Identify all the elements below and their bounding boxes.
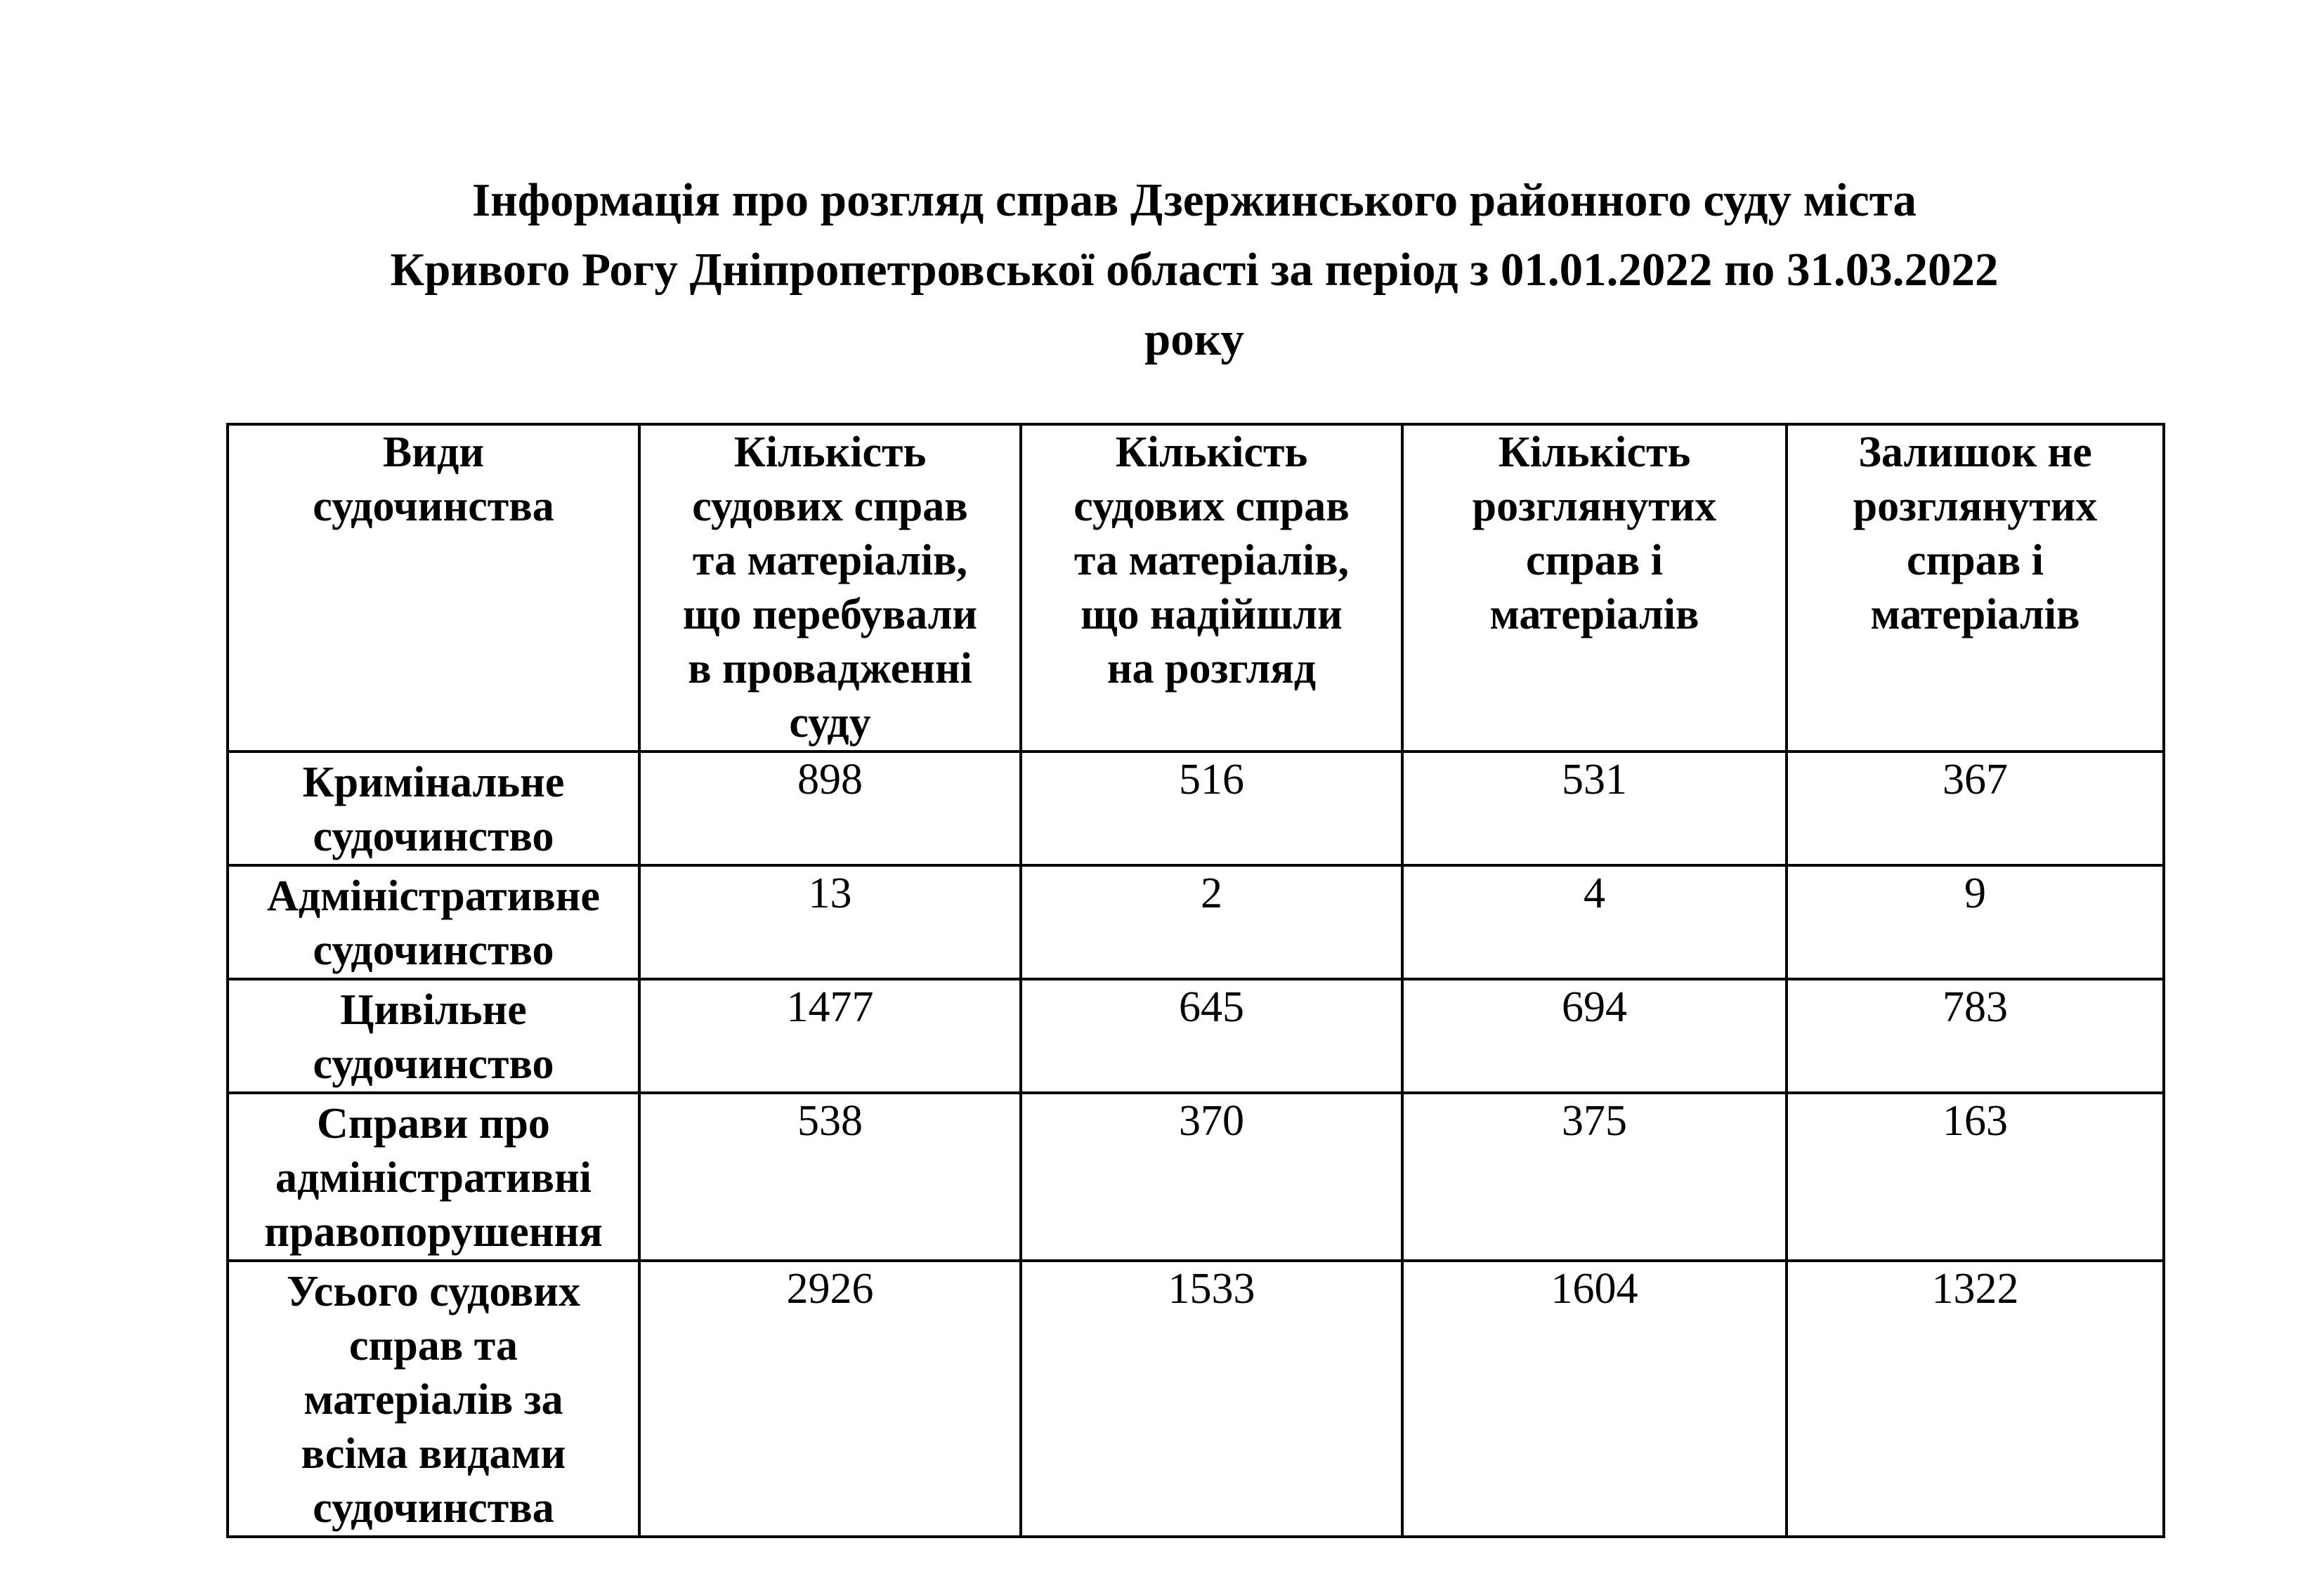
header-line: матеріалів: [1870, 591, 2080, 638]
cell-value: 367: [1787, 752, 2164, 865]
cell-value: 645: [1021, 979, 1402, 1093]
title-line-2: Кривого Рогу Дніпропетровської області за період з 01.01.2022 по 31.03.2022: [390, 244, 1999, 296]
row-label-offenses: [228, 1093, 639, 1261]
header-line: матеріалів: [1489, 591, 1699, 638]
cell-value: 2: [1021, 865, 1402, 979]
table-row-total: [228, 1261, 2164, 1537]
cell-value: 538: [639, 1093, 1021, 1261]
header-line: справ і: [1907, 537, 2044, 584]
header-line: та матеріалів,: [1073, 537, 1350, 584]
row-label-line: адміністративні: [275, 1154, 592, 1202]
cell-value: 1604: [1402, 1261, 1787, 1537]
header-line: що перебували: [682, 591, 978, 638]
cell-value: 163: [1787, 1093, 2164, 1261]
header-line: Кількість: [1115, 428, 1308, 476]
document-title: [211, 166, 2178, 374]
header-line: що надійшли: [1081, 591, 1343, 638]
cell-value: 783: [1787, 979, 2164, 1093]
cell-value: 1533: [1021, 1261, 1402, 1537]
row-label-line: всіма видами: [301, 1430, 566, 1478]
header-line: та матеріалів,: [692, 537, 968, 584]
cell-value: 9: [1787, 865, 2164, 979]
row-label-line: Цивільне: [340, 986, 527, 1034]
header-line: судочинства: [313, 483, 554, 530]
title-line-3: року: [1144, 313, 1244, 365]
table-row: [228, 979, 2164, 1093]
header-line: Залишок не: [1858, 428, 2092, 476]
row-label-line: судочинство: [313, 1040, 554, 1088]
cell-value: 375: [1402, 1093, 1787, 1261]
header-line: розглянутих: [1853, 483, 2098, 530]
cases-table: [226, 423, 2165, 1538]
header-remaining-cases: [1787, 424, 2164, 752]
table-header-row: [228, 424, 2164, 752]
cell-value: 1322: [1787, 1261, 2164, 1537]
header-line: розглянутих: [1472, 483, 1717, 530]
cell-value: 531: [1402, 752, 1787, 865]
cell-value: 370: [1021, 1093, 1402, 1261]
row-label-line: справ та: [349, 1322, 518, 1370]
header-line: Кількість: [1498, 428, 1691, 476]
row-label-line: Усього судових: [286, 1268, 581, 1316]
cell-value: 694: [1402, 979, 1787, 1093]
header-received-cases: [1021, 424, 1402, 752]
header-line: Кількість: [733, 428, 927, 476]
row-label-line: судочинство: [313, 813, 554, 860]
title-line-1: Інформація про розгляд справ Дзержинського районного суду міста: [472, 174, 1917, 226]
header-line: суду: [789, 699, 871, 747]
row-label-criminal: [228, 752, 639, 865]
header-reviewed-cases: [1402, 424, 1787, 752]
header-pending-cases: [639, 424, 1021, 752]
header-line: судових справ: [1073, 483, 1350, 530]
table-row: [228, 1093, 2164, 1261]
row-label-line: матеріалів за: [303, 1376, 563, 1424]
header-line: на розгляд: [1106, 645, 1317, 693]
header-line: в провадженні: [688, 645, 972, 693]
header-line: справ і: [1526, 537, 1663, 584]
row-label-line: Кримінальне: [302, 759, 565, 806]
cell-value: 13: [639, 865, 1021, 979]
row-label-line: Справи про: [317, 1100, 550, 1148]
cell-value: 2926: [639, 1261, 1021, 1537]
cell-value: 1477: [639, 979, 1021, 1093]
cell-value: 4: [1402, 865, 1787, 979]
cell-value: 516: [1021, 752, 1402, 865]
header-case-types: [228, 424, 639, 752]
row-label-line: Адміністративне: [266, 872, 601, 920]
header-line: судових справ: [692, 483, 968, 530]
row-label-line: судочинства: [313, 1484, 554, 1532]
table-row: [228, 865, 2164, 979]
row-label-total: [228, 1261, 639, 1537]
cell-value: 898: [639, 752, 1021, 865]
table-row: [228, 752, 2164, 865]
row-label-line: правопорушення: [264, 1208, 603, 1256]
row-label-civil: [228, 979, 639, 1093]
row-label-line: судочинство: [313, 926, 554, 974]
header-line: Види: [382, 428, 485, 476]
row-label-administrative: [228, 865, 639, 979]
